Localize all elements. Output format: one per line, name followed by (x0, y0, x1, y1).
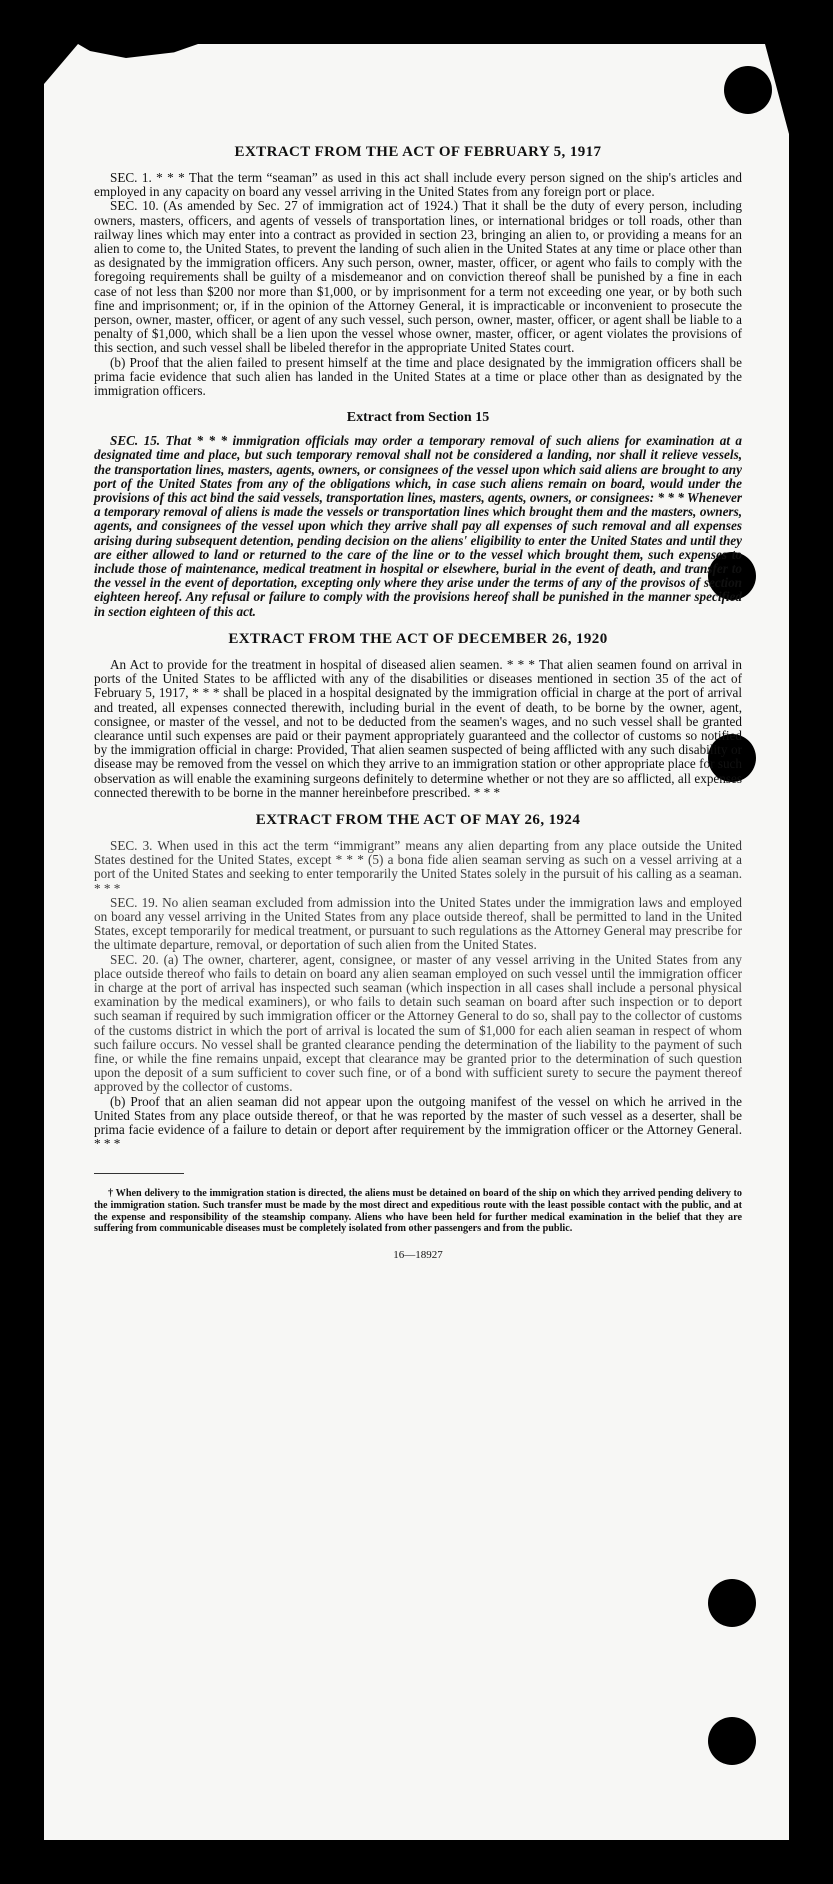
punch-hole (708, 1717, 756, 1765)
section-19: SEC. 19. No alien seaman excluded from admission into the United States under the immigration laws and employed on board any vessel arriving in the United States from any place outside thereof, shall be permitted to land in the United States, except temporarily for medical treatment, or pursuant to such regulations as the Attorney General may prescribe for the ultimate departure, removal, or deportation of such alien from the United States. (94, 894, 742, 953)
document-page (44, 44, 789, 1840)
torn-corner (44, 44, 78, 84)
act-1924-body (94, 839, 742, 1151)
section-20: SEC. 20. (a) The owner, charterer, agent, consignee, or master of any vessel arriving in the United States from any place outside thereof who fails to detain on board any alien seaman employed on such vessel until the immigration officer in charge at the port of arrival has inspected such seaman (which inspection in all cases shall include a personal physical examination by the medical examiners), or who fails to detain such seaman on board after such inspection or to deport such seaman if required by such immigration officer or the Attorney General to do so, shall pay to the collector of customs of the customs district in which the port of arrival is located the sum of $1,000 for each alien seaman in respect of whom such failure occurs. No vessel shall be granted clearance pending the determination of the liability to the payment of such fine, or while the fine remains unpaid, except that clearance may be granted prior to the determination of such question upon the deposit of a sum sufficient to cover such fine, or of a bond with sufficient surety to secure the payment thereof approved by the collector of customs. (94, 951, 742, 1095)
document-body (94, 144, 742, 1261)
footnote-rule (94, 1173, 184, 1174)
heading-act-1917: EXTRACT FROM THE ACT OF FEBRUARY 5, 1917 (234, 144, 602, 160)
heading-act-1924: EXTRACT FROM THE ACT OF MAY 26, 1924 (255, 811, 581, 828)
section-10: SEC. 10. (As amended by Sec. 27 of immigration act of 1924.) That it shall be the duty of every person, including owners, masters, officers, and agents of vessels of transportation lines, or international bridges or toll roads, other than railway lines which may enter into a contract as provided in section 23, bringing an alien to, or providing a means for an alien to come to, the United States, to prevent the landing of such alien in the United States at any time or place other than as designated by the immigration officers. Any such person, owner, master, officer, or agent who fails to comply with the foregoing requirements shall be guilty of a misdemeanor and on conviction thereof shall be punished by a fine in each case of not less than $200 nor more than $1,000, or by imprisonment for a term not exceeding one year, or by both such fine and imprisonment; or, if in the opinion of the Attorney General, it is impracticable or inconvenient to prosecute the person, owner, master, officer, or agent of any such vessel, such person, owner, master, officer, or agent shall be liable to a penalty of $1,000, which shall be a lien upon the vessel whose owner, master, officer, or agent violates the provisions of this section, and such vessel shall be libeled therefor in the appropriate United States court. (94, 198, 742, 356)
form-number: 16—18927 (393, 1248, 443, 1261)
punch-hole (724, 66, 772, 114)
section-1: SEC. 1. * * * That the term “seaman” as used in this act shall include every person signed on the ship's articles and employed in any capacity on board any vessel arriving in the United States from any foreign port or place. (94, 170, 742, 200)
punch-hole (708, 1579, 756, 1627)
section-15: SEC. 15. That * * * immigration officials may order a temporary removal of such aliens for examination at a designated time and place, but such temporary removal shall not be considered a landing, nor shall it relieve vessels, the transportation lines, masters, agents, owners, or consignees of the vessel upon which said aliens are brought to any port of the United States from any of the obligations which, in case such aliens remain on board, would under the provisions of this act bind the said vessels, transportation lines, masters, agents, owners, or consignees: * * * Whenever a temporary removal of aliens is made the vessels or transportation lines which brought them and the masters, owners, agents, and consignees of the vessel upon which they arrive shall pay all expenses of such removal and all expenses arising during subsequent detention, pending decision on the aliens' eligibility to enter the United States and until they are either allowed to land or returned to the care of the line or to the vessel which brought them, such expenses to include those of maintenance, medical treatment in hospital or elsewhere, burial in the event of death, and transfer to the vessel in the event of deportation, excepting only where they arise under the terms of any of the provisos of section eighteen hereof. Any refusal or failure to comply with the provisions hereof shall be punished in the manner specified in section eighteen of this act. (94, 433, 742, 619)
section-10-b: (b) Proof that the alien failed to present himself at the time and place designated by the immigration officers shall be prima facie evidence that such alien has landed in the United States at a time or place other than as designated by the immigration officers. (94, 354, 742, 399)
section-3: SEC. 3. When used in this act the term “immigrant” means any alien departing from any place outside the United States destined for the United States, except * * * (5) a bona fide alien seaman serving as such on a vessel arriving at a port of the United States and seeking to enter temporarily the United States solely in the pursuit of his calling as a seaman. * * * (94, 837, 742, 896)
torn-edge (78, 44, 198, 58)
heading-section-15: Extract from Section 15 (346, 410, 490, 426)
act-1920-text: An Act to provide for the treatment in hospital of diseased alien seamen. * * * That alien seamen found on arrival in ports of the United States to be afflicted with any of the disabilities or diseases mentioned in section 35 of the act of February 5, 1917, * * * shall be placed in a hospital designated by the immigration official in charge at the port of arrival and treated, all expenses connected therewith, including burial in the event of death, to be borne by the owner, agent, consignee, or master of the vessel, and not to be deducted from the seamen's wages, and no such vessel shall be granted clearance until such expenses are paid or their payment appropriately guaranteed and the collector of customs so notified by the immigration official in charge: Provided, That alien seamen suspected of being afflicted with any such disability or disease may be removed from the vessel on which they arrive to an immigration station or other appropriate place for such observation as will enable the examining surgeons definitely to determine whether or not they are so afflicted, all expenses connected therewith to be borne in the manner hereinbefore prescribed. * * * (94, 656, 742, 800)
section-20-b: (b) Proof that an alien seaman did not appear upon the outgoing manifest of the vessel on which he arrived in the United States from any place outside thereof, or that he was reported by the master of such vessel as a deserter, shall be prima facie evidence of a failure to detain or deport after requirement by the immigration officer or the Attorney General. * * * (94, 1093, 742, 1152)
footnote: † When delivery to the immigration station is directed, the aliens must be detained on board of the ship on which they arrived pending delivery to the immigration station. Such transfer must be made by the most direct and expeditious route with the least possible contact with the public, and at the expense and responsibility of the steamship company. Aliens who have been held for further medical examination in the belief that they are suffering from communicable diseases must be completely isolated from other passengers and from the public. (94, 1188, 742, 1235)
heading-act-1920: EXTRACT FROM THE ACT OF DECEMBER 26, 1920 (228, 630, 608, 647)
